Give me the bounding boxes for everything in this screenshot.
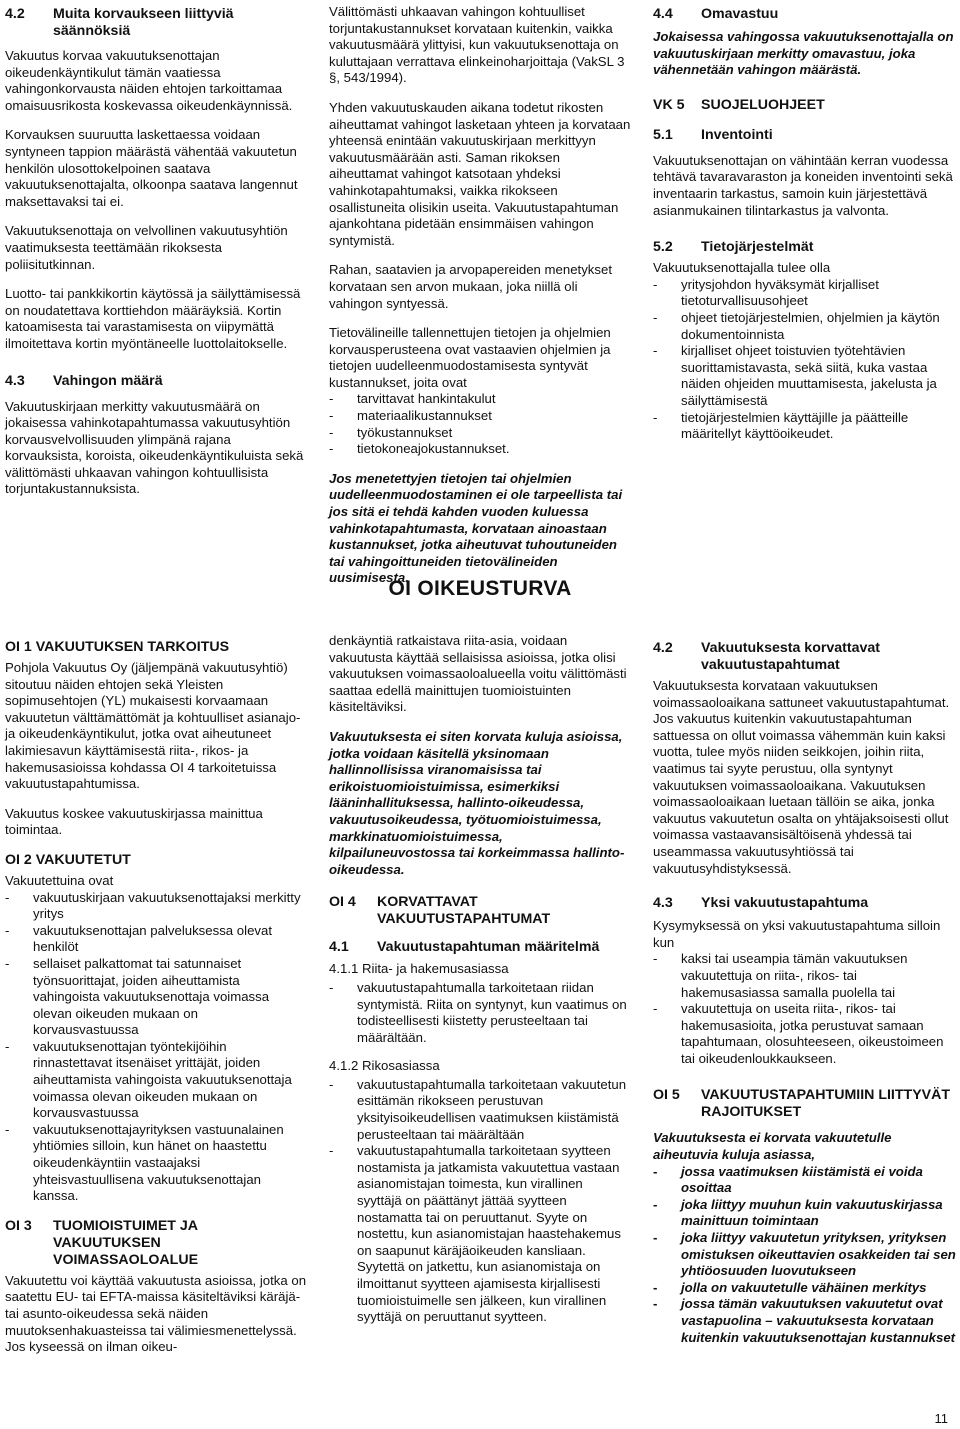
list-item: - työkustannukset (329, 424, 453, 440)
paragraph: Pohjola Vakuutus Oy (jäljempänä vakuutusyhtiö) sitoutuu näiden ehtojen sekä Yleisten sopimusehtojen (YL) mukaisesti korvaamaan vakuutetun välttämättömät ja kohtuulliset asianajo- ja oikeudenkäyntikulut, jotka ovat aiheutuneet lakimiesavun käyttämisestä riita-, rikos- ja hakemusasioissa kohdassa OI 4 tarkoitetuissa vakuutustapahtumissa. (5, 660, 301, 792)
heading-oi3 (5, 1218, 307, 1269)
civil-case-list (329, 980, 631, 1046)
bottom-column-3 (653, 640, 956, 1359)
single-event-list (653, 951, 956, 1067)
paragraph: Vakuutus koskee vakuutuskirjassa mainittua toimintaa. (5, 805, 263, 838)
heading-title: VAKUUTUSTAPAHTUMIIN LIITTYVÄT RAJOITUKSET (701, 1087, 951, 1121)
list-item: - joka liittyy muuhun kuin vakuutuskirjassa mainittuun toimintaan (653, 1196, 943, 1229)
paragraph: Kysymyksessä on yksi vakuutustapahtuma silloin kun (653, 918, 941, 950)
list-item: - vakuutettuja on useita riita-, rikos- tai hakemusasioita, jotka perustuvat samaan tapahtumaan, olosuhteeseen, oikeustoimeen tai oikeudenloukkaukseen. (653, 1001, 944, 1066)
limitations-list (653, 1164, 956, 1347)
list-item: - sellaiset palkattomat tai satunnaiset työnsuorittajat, joiden aiheuttamista vahingoista vakuutuksenottaja voimassa olevan oikeuden mukaan on korvausvastuussa (5, 955, 270, 1038)
heading-4-2 (653, 640, 956, 674)
heading-title: Vahingon määrä (53, 372, 163, 389)
cost-list (329, 391, 631, 457)
section-title: OI OIKEUSTURVA (388, 577, 572, 600)
criminal-case-list (329, 1077, 631, 1326)
paragraph: Vakuutuskirjaan merkitty vakuutusmäärä on jokaisessa vahinkotapahtumassa vakuutusyhtiön korvausvelvollisuuden ylimpänä rajana korvauksista, koroista, oikeudenkäyntikuluista sekä välittömästi uhkaavan vahingon kohtuullisista torjuntakustannuksista. (5, 398, 304, 497)
page-number: 11 (934, 1411, 948, 1426)
paragraph: denkäyntiä ratkaistava riita-asia, voidaan vakuutusta käyttää sellaisissa asioissa, jotka olisi vakuutuksen voimassaoloalueella voitu välittömästi saattaa edellä mainittujen tuomioistuinten käsiteltäviksi. (329, 633, 627, 715)
paragraph: Välittömästi uhkaavan vahingon kohtuulliset torjuntakustannukset korvataan kuitenkin, vaikka vakuutusmäärä ylittyisi, kun vakuutuksenottaja on kuluttajaan verrattava elinkeinoharjoittaja (VakSL 3 §, 543/1994). (329, 4, 625, 86)
paragraph: Rahan, saatavien ja arvopapereiden menetykset korvataan sen arvon mukaan, joka niillä oli vahingon syntyessä. (329, 262, 612, 311)
list-item: - vakuutustapahtumalla tarkoitetaan syytteen nostamista ja jatkamista vakuutettua vastaan asianomistajan toimesta, kun virallinen syyttäjä on päättänyt jättää syytteen nostamatta tai on peruuttanut. Syyte on nostettu, kun asianomistajan haastehakemus on saapunut käräjäoikeuden kansliaan. Syytettä on jatkettu, kun asianomistaja on ilmoittanut syytteen ajamisesta kirjallisesti tuomioistuimelle sen jälkeen, kun virallinen syyttäjä on peruuttanut syytteen. (329, 1143, 621, 1325)
heading-number: 5.1 (653, 126, 673, 143)
paragraph-emphasis: Vakuutuksesta ei korvata vakuutetulle aiheutuvia kuluja asiassa, (653, 1130, 892, 1163)
heading-title: Tietojärjestelmät (701, 239, 814, 256)
list-item: - vakuutuskirjaan vakuutuksenottajaksi merkitty yritys (5, 889, 301, 922)
paragraph-emphasis: Jos menetettyjen tietojen tai ohjelmien uudelleenmuodostaminen ei ole tarpeellista tai jos sitä ei tehdä kahden vuoden kuluessa vahinkotapahtumasta, korvataan ainoastaan kustannukset, jotka aiheutuvat tuhoutuneiden tai vahingoittuneiden tietovälineiden uusimisesta. (329, 470, 623, 586)
list-item: - tarvittavat hankintakulut (329, 391, 496, 407)
list-item: - kirjalliset ohjeet toistuvien työtehtävien suorittamistavasta, sekä siitä, kuka vastaa näiden ohjeiden muuttamisesta, jakelusta ja säilyttämisestä (653, 343, 937, 408)
list-item: - materiaalikustannukset (329, 408, 492, 424)
bottom-column-1 (5, 639, 307, 1369)
heading-5-2 (653, 239, 956, 256)
heading-4-1 (329, 939, 631, 956)
heading-title: TUOMIOISTUIMET JA VAKUUTUKSEN VOIMASSAOLOALUE (53, 1217, 199, 1268)
paragraph-part: Luotto- tai pankkikortin käytössä ja säilyttämisessä on noudatettava korttiehdon määräyksiä. (5, 286, 301, 318)
paragraph: Vakuutuksenottaja on velvollinen vakuutusyhtiön vaatimuksesta teettämään rikoksesta poliisitutkinnan. (5, 223, 288, 272)
list-item: - vakuutustapahtumalla tarkoitetaan riidan syntymistä. Riita on syntynyt, kun vaatimus on todisteellisesti kiistetty perusteeltaan tai määrältään. (329, 979, 627, 1045)
list-item: - vakuutustapahtumalla tarkoitetaan vakuutetun esittämän rikokseen perustuvan yksityisoikeudellisen vaatimuksen kiistämistä perusteeltaan tai määrältään (329, 1076, 627, 1142)
paragraph: Vakuutuksesta korvataan vakuutuksen voimassaoloaikana sattuneet vakuutustapahtumat. Jos vakuutus kuitenkin vakuutustapahtuman sattuessa on ollut voimassa vähemmän kuin kaksi vuotta, tulee myös niiden seikkojen, joihin riita, vaatimus tai syyte perustuu, olla syntynyt vakuutuksen voimassaoloaikana. Vakuutuksen voimassaoloaikaan luetaan tällöin se aika, jonka vakuutus vakuutetun osalta on yhtäjaksoisesti ollut voimassa vastaavansisältöisenä yhdessä tai useammassa vakuutusyhtiössä tai vakuutusyhdistyksessä. (653, 678, 950, 876)
list-item: - jossa vaatimuksen kiistämistä ei voida osoittaa (653, 1163, 923, 1196)
heading-oi2: OI 2 VAKUUTETUT (5, 851, 131, 868)
insured-list (5, 890, 307, 1205)
heading-number: 5.2 (653, 239, 673, 256)
heading-title: SUOJELUOHJEET (701, 96, 825, 113)
heading-number: OI 5 (653, 1087, 680, 1104)
heading-number: 4.2 (5, 6, 25, 22)
heading-vk5 (653, 97, 956, 114)
heading-number: 4.3 (5, 372, 25, 389)
heading-number: 4.1 (329, 939, 349, 956)
paragraph: Tietovälineille tallennettujen tietojen ja ohjelmien korvausperusteena ovat vastaavien ohjelmien ja tietojen uudelleenmuodostamisesta syntyvät kustannukset, joita ovat (329, 325, 611, 390)
list-item: - joka liittyy vakuutetun yrityksen, yrityksen omistuksen oikeuttavien osakkeiden tai sen yhtiöosuuden luovutukseen (653, 1230, 956, 1279)
paragraph: Vakuutettu voi käyttää vakuutusta asioissa, jotka on saatettu EU- tai EFTA-maissa käsiteltäviksi käräjä- tai asunto-oikeudessa sekä näiden muutoksenhakuasteissa tai välimiesmenettelyssä. Jos kyseessä on ilman oikeu- (5, 1272, 307, 1355)
subheading-4-1-1: 4.1.1 Riita- ja hakemusasiassa (329, 961, 509, 977)
heading-title: Vakuutustapahtuman määritelmä (377, 939, 600, 956)
list-item: - vakuutuksenottajan työntekijöihin rinnastettavat itsenäiset yrittäjät, joiden aiheuttamista vahingoista vakuutuksenottaja voimassa olevan oikeuden mukaan on korvausvastuussa (5, 1038, 292, 1121)
heading-title: Yksi vakuutustapahtuma (701, 895, 869, 912)
heading-4-3 (653, 895, 956, 912)
heading-title: Vakuutuksesta korvattavat vakuutustapahtumat (701, 640, 881, 673)
heading-title: KORVATTAVAT VAKUUTUSTAPAHTUMAT (377, 894, 551, 928)
list-item: - jossa tämän vakuutuksen vakuutetut ovat vastapuolina – vakuutuksesta korvataan kuitenkin vakuutuksenottajan kustannukset (653, 1296, 956, 1345)
heading-number: 4.4 (653, 6, 673, 22)
list-item: - vakuutuksenottajayrityksen vastuunalainen yhtiömies silloin, kun hänet on haastettu oikeudenkäyntiin vastaajaksi yhteisvastuullisena vakuutuksenottajan kanssa. (5, 1121, 284, 1204)
paragraph: Yhden vakuutuskauden aikana todetut rikosten aiheuttamat vahingot lasketaan yhteen ja korvataan yhteensä enintään vakuutuskirjaan merkittyyn vakuutusmäärään asti. Saman rikoksen aiheuttamat vahingot katsotaan yhdeksi vahinkotapahtumaksi, vaikka rikokseen osallistuneita olisikin useita. Vakuutustapahtuman ajankohtana pidetään ensimmäisen vahingon syntymistä. (329, 99, 631, 248)
heading-title: Omavastuu (701, 6, 779, 22)
paragraph: Vakuutuksenottajan on vähintään kerran vuodessa tehtävä tavaravaraston ja koneiden inventointi sekä inventaarin tarkastus, samoin kuin järjestettävä asianmukainen tilintarkastus ja valvonta. (653, 152, 953, 218)
paragraph: Vakuutuksenottajalla tulee olla (653, 260, 831, 276)
heading-title: Inventointi (701, 126, 773, 143)
top-column-2 (329, 4, 631, 600)
paragraph-emphasis: Vakuutuksesta ei siten korvata kuluja asioissa, jotka voidaan käsitellä yksinomaan hallinnollisissa viranomaisissa tai erikoistuomioistuimissa, esimerkiksi lääninhallituksessa, hallinto-oikeudessa, vakuutusoikeudessa, työtuomioistuimessa, markkinatuomioistuimessa, kilpailuneuvostossa tai korkeimmassa hallinto-oikeudessa. (329, 728, 625, 877)
bottom-column-2 (329, 633, 631, 1339)
heading-number: 4.2 (653, 640, 673, 656)
heading-4-4 (653, 6, 956, 23)
paragraph (5, 286, 305, 352)
requirements-list (653, 277, 956, 443)
heading-number: OI 3 (5, 1217, 32, 1234)
list-item: - tietojärjestelmien käyttäjille ja päätteille määritellyt käyttöoikeudet. (653, 409, 909, 442)
paragraph-part: Kortin katoamisesta tai varastamisesta on viipymättä ilmoitettava kortin myöntäneelle luottolaitokselle. (5, 302, 288, 351)
heading-number: OI 4 (329, 894, 356, 911)
heading-oi1: OI 1 VAKUUTUKSEN TARKOITUS (5, 639, 230, 655)
heading-title: Muita korvaukseen liittyviä säännöksiä (53, 6, 234, 39)
list-item: - tietokoneajokustannukset. (329, 441, 510, 457)
heading-4-2 (5, 6, 305, 40)
list-item: - vakuutuksenottajan palveluksessa olevat henkilöt (5, 922, 272, 955)
paragraph: Vakuutus korvaa vakuutuksenottajan oikeudenkäyntikulut tämän vaatiessa vahingonkorvausta näiden ehtojen tarkoittamaa omaisuusrikosta koskevassa oikeudenkäynnissä. (5, 48, 293, 113)
paragraph: Vakuutettuina ovat (5, 872, 114, 888)
heading-oi5 (653, 1087, 956, 1121)
list-item: - ohjeet tietojärjestelmien, ohjelmien ja käytön dokumentoinnista (653, 309, 940, 342)
heading-5-1 (653, 127, 956, 144)
top-column-1 (5, 6, 305, 511)
heading-number: VK 5 (653, 96, 685, 113)
paragraph: Korvauksen suuruutta laskettaessa voidaan syntyneen tappion määrästä vähentää vakuutetun henkilön ulosottokelpoinen saatava vakuutuksenottajalta, olkoonpa saatava langennut maksettavaksi tai ei. (5, 127, 298, 209)
list-item: - jolla on vakuutetulle vähäinen merkitys (653, 1279, 927, 1295)
paragraph-emphasis: Jokaisessa vahingossa vakuutuksenottajalla on vakuutuskirjaan merkitty omavastuu, joka vähennetään vahingon määrästä. (653, 29, 954, 78)
list-item: - yritysjohdon hyväksymät kirjalliset tietoturvallisuusohjeet (653, 276, 879, 309)
top-column-3 (653, 6, 956, 456)
subheading-4-1-2: 4.1.2 Rikosasiassa (329, 1058, 440, 1074)
heading-oi4 (329, 894, 631, 928)
list-item: - kaksi tai useampia tämän vakuutuksen vakuutettuja on riita-, rikos- tai hakemusasiassa samalla puolella tai (653, 951, 908, 1000)
heading-4-3 (5, 373, 305, 390)
heading-number: 4.3 (653, 895, 673, 912)
